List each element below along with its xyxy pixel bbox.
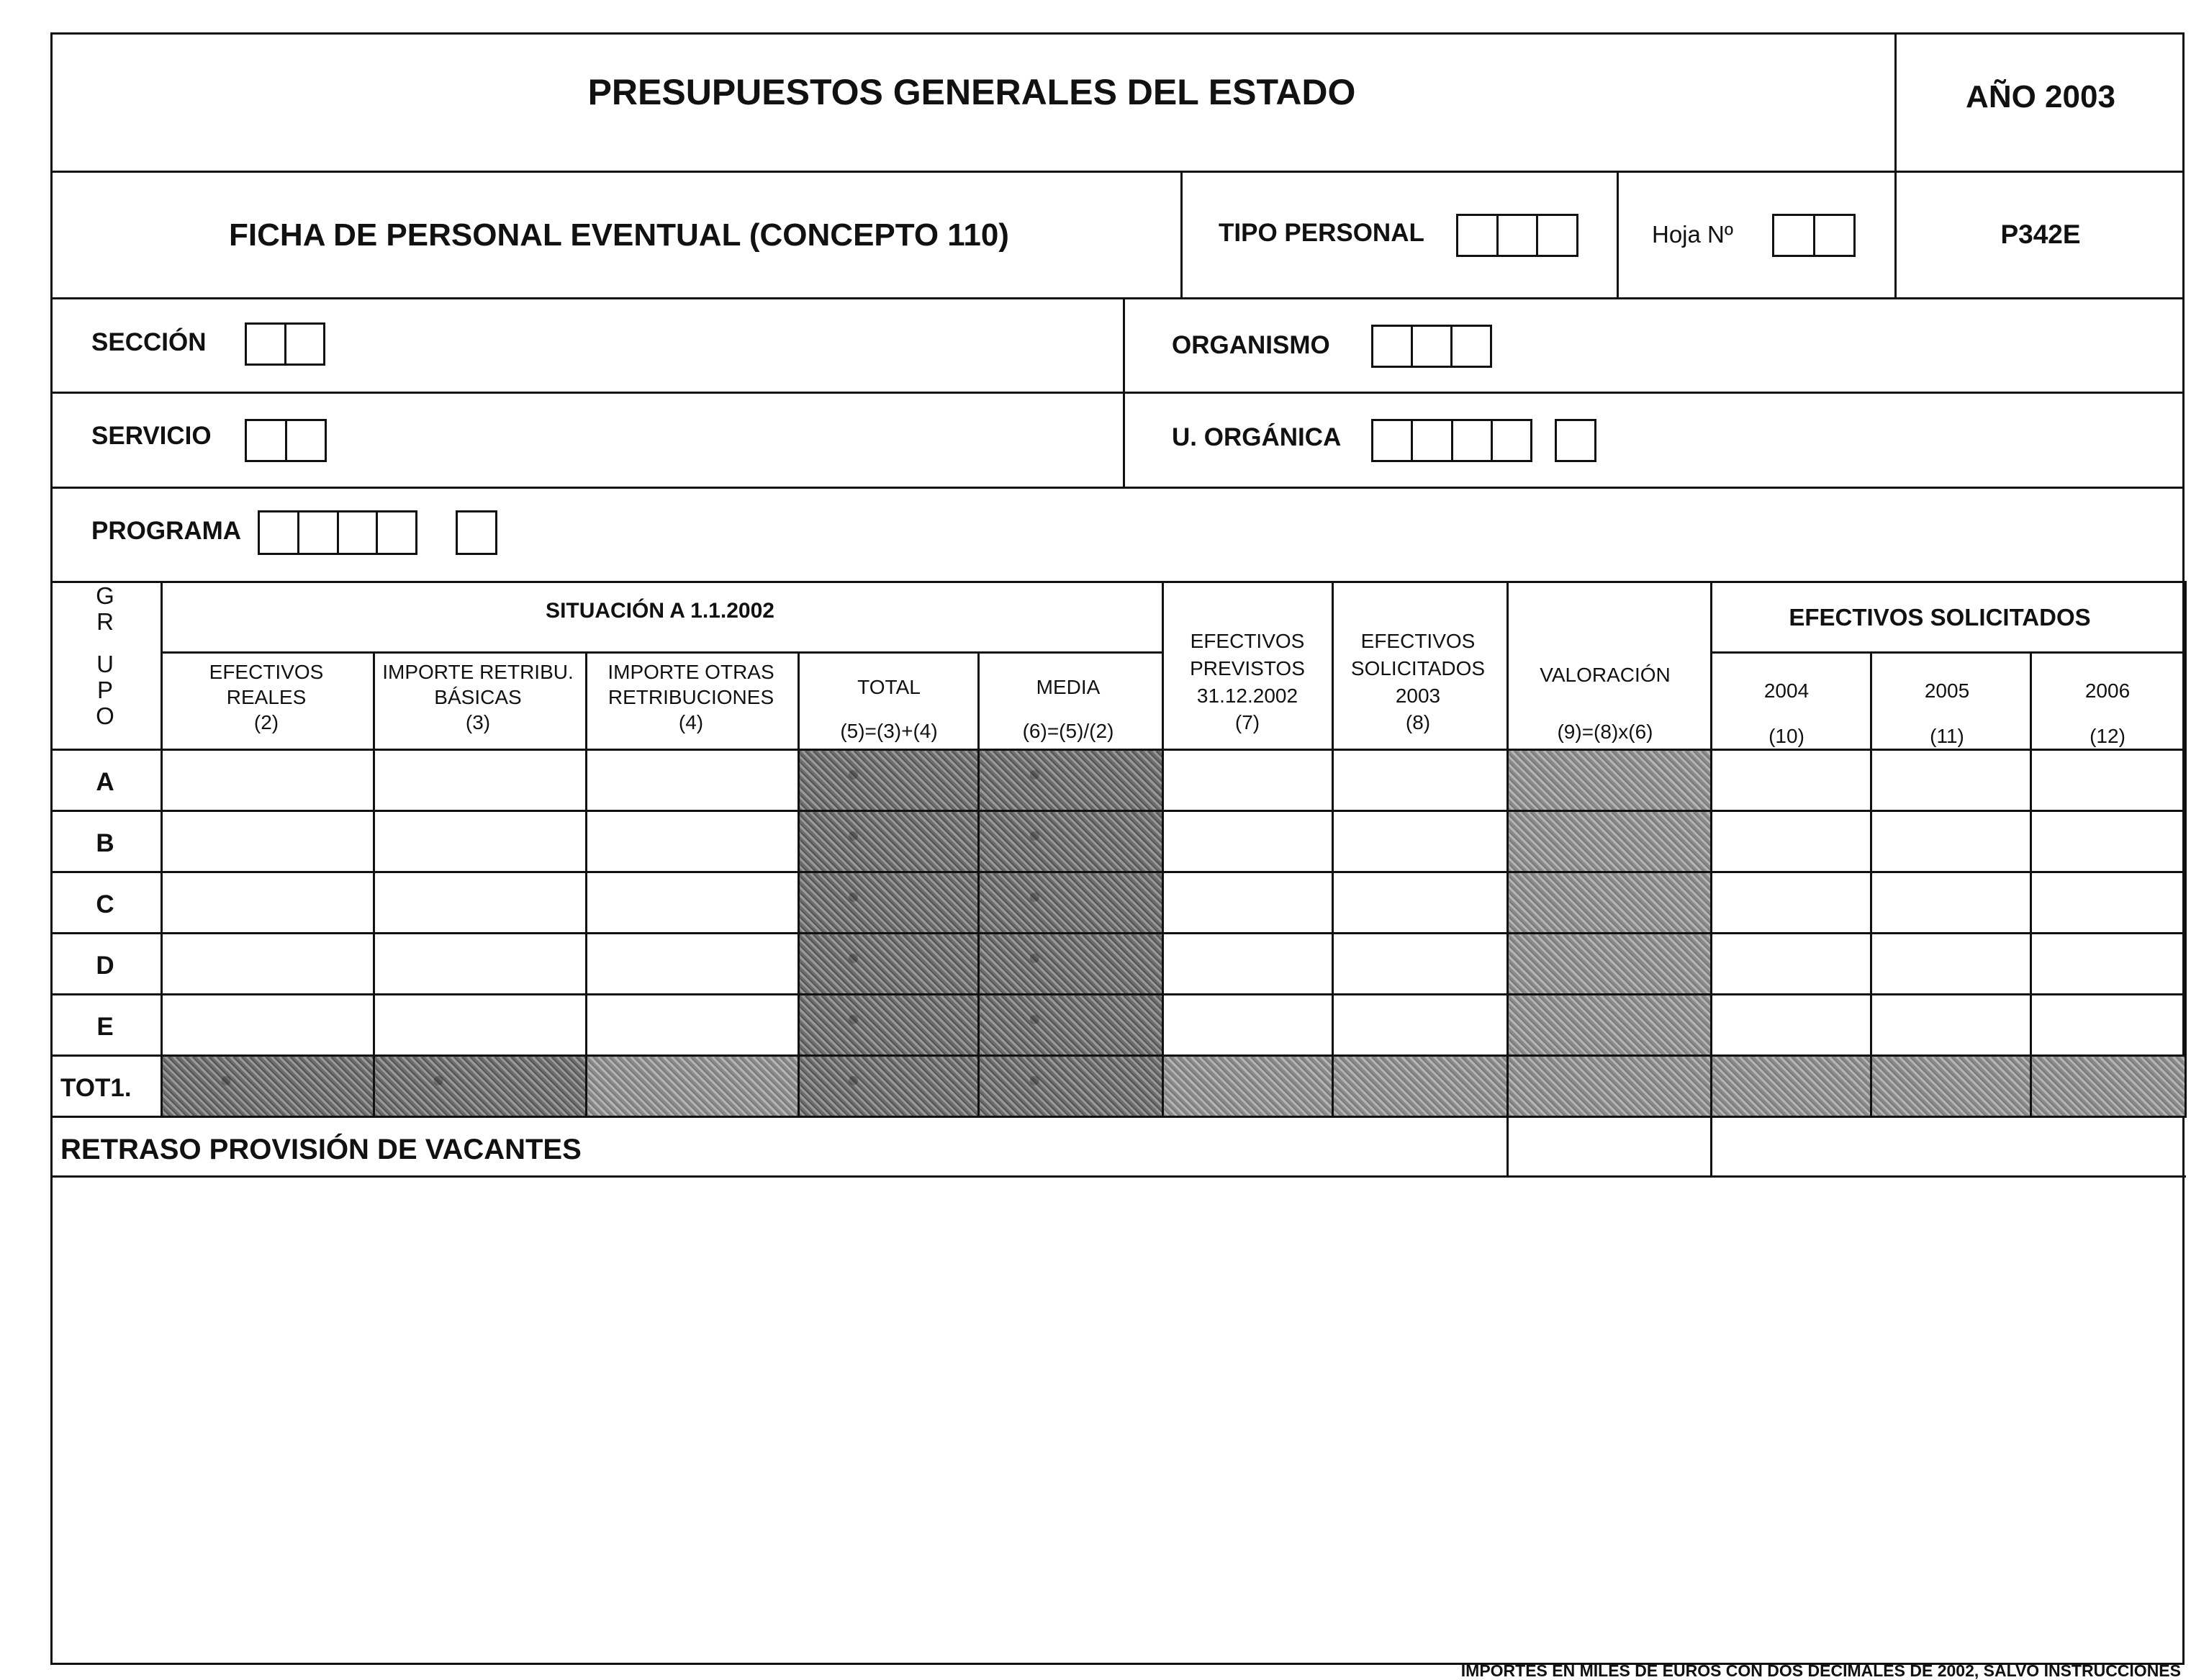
tipo-personal-label: TIPO PERSONAL: [1219, 219, 1424, 247]
row-label-b: B: [96, 829, 114, 857]
table-row: [52, 750, 2186, 811]
divider: [1180, 171, 1183, 299]
total-row-label: TOT1.: [60, 1074, 132, 1102]
col10-header: 2004 (10): [1763, 679, 1810, 747]
u-organica-check-field[interactable]: [1555, 419, 1596, 462]
servicio-field[interactable]: [245, 419, 327, 462]
row-label-e: E: [96, 1013, 114, 1041]
col11-header: 2005 (11): [1924, 679, 1970, 747]
hoja-field[interactable]: [1772, 214, 1856, 257]
col12-header: 2006 (12): [2084, 679, 2131, 747]
col9-header: VALORACIÓN (9)=(8)x(6): [1540, 664, 1671, 743]
total-row: [52, 1056, 2186, 1117]
page-title: PRESUPUESTOS GENERALES DEL ESTADO: [587, 72, 1356, 112]
divider: [50, 392, 2185, 394]
personal-table: [50, 581, 2187, 1178]
retraso-label: RETRASO PROVISIÓN DE VACANTES: [60, 1134, 582, 1165]
seccion-label: SECCIÓN: [91, 328, 207, 356]
divider: [50, 171, 2185, 173]
col7-header: EFECTIVOS PREVISTOS 31.12.2002 (7): [1190, 630, 1305, 734]
u-organica-field[interactable]: [1371, 419, 1532, 462]
col8-header: EFECTIVOS SOLICITADOS 2003 (8): [1350, 630, 1486, 734]
col5-header: TOTAL (5)=(3)+(4): [840, 676, 938, 742]
table-row: [52, 811, 2186, 872]
table-row: [52, 934, 2186, 995]
row-label-a: A: [96, 768, 114, 796]
col4-header: IMPORTE OTRAS RETRIBUCIONES (4): [607, 661, 774, 733]
year-label: AÑO 2003: [1966, 79, 2115, 114]
col3-header: IMPORTE RETRIBU. BÁSICAS (3): [382, 661, 574, 733]
form-title: FICHA DE PERSONAL EVENTUAL (CONCEPTO 110): [229, 217, 1009, 253]
retraso-solicitados-cell[interactable]: [1712, 1117, 2186, 1177]
divider: [50, 487, 2185, 489]
organismo-label: ORGANISMO: [1172, 331, 1330, 359]
programa-label: PROGRAMA: [91, 517, 242, 545]
divider: [50, 297, 2185, 299]
divider: [1894, 32, 1897, 299]
col6-header: MEDIA (6)=(5)/(2): [1022, 676, 1114, 742]
form-code: P342E: [2000, 220, 2081, 249]
hoja-label: Hoja Nº: [1652, 221, 1733, 248]
row-label-d: D: [96, 952, 114, 980]
u-organica-label: U. ORGÁNICA: [1172, 423, 1342, 451]
footer-note: IMPORTES EN MILES DE EUROS CON DOS DECIMALES DE 2002, SALVO INSTRUCCIONES: [1460, 1661, 2181, 1680]
retraso-valoracion-cell[interactable]: [1508, 1117, 1712, 1177]
row-label-c: C: [96, 890, 114, 918]
table-row: [52, 995, 2186, 1056]
divider: [1617, 171, 1619, 299]
servicio-label: SERVICIO: [91, 422, 212, 450]
tipo-personal-field[interactable]: [1456, 214, 1578, 257]
col2-header: EFECTIVOS REALES (2): [209, 661, 324, 733]
programa-field[interactable]: [258, 510, 417, 555]
table-row: [52, 872, 2186, 934]
programa-check-field[interactable]: [456, 510, 497, 555]
efectivos-solicitados-header: EFECTIVOS SOLICITADOS: [1789, 604, 2091, 631]
seccion-field[interactable]: [245, 322, 325, 366]
situacion-header: SITUACIÓN A 1.1.2002: [546, 599, 774, 623]
organismo-field[interactable]: [1371, 325, 1492, 368]
